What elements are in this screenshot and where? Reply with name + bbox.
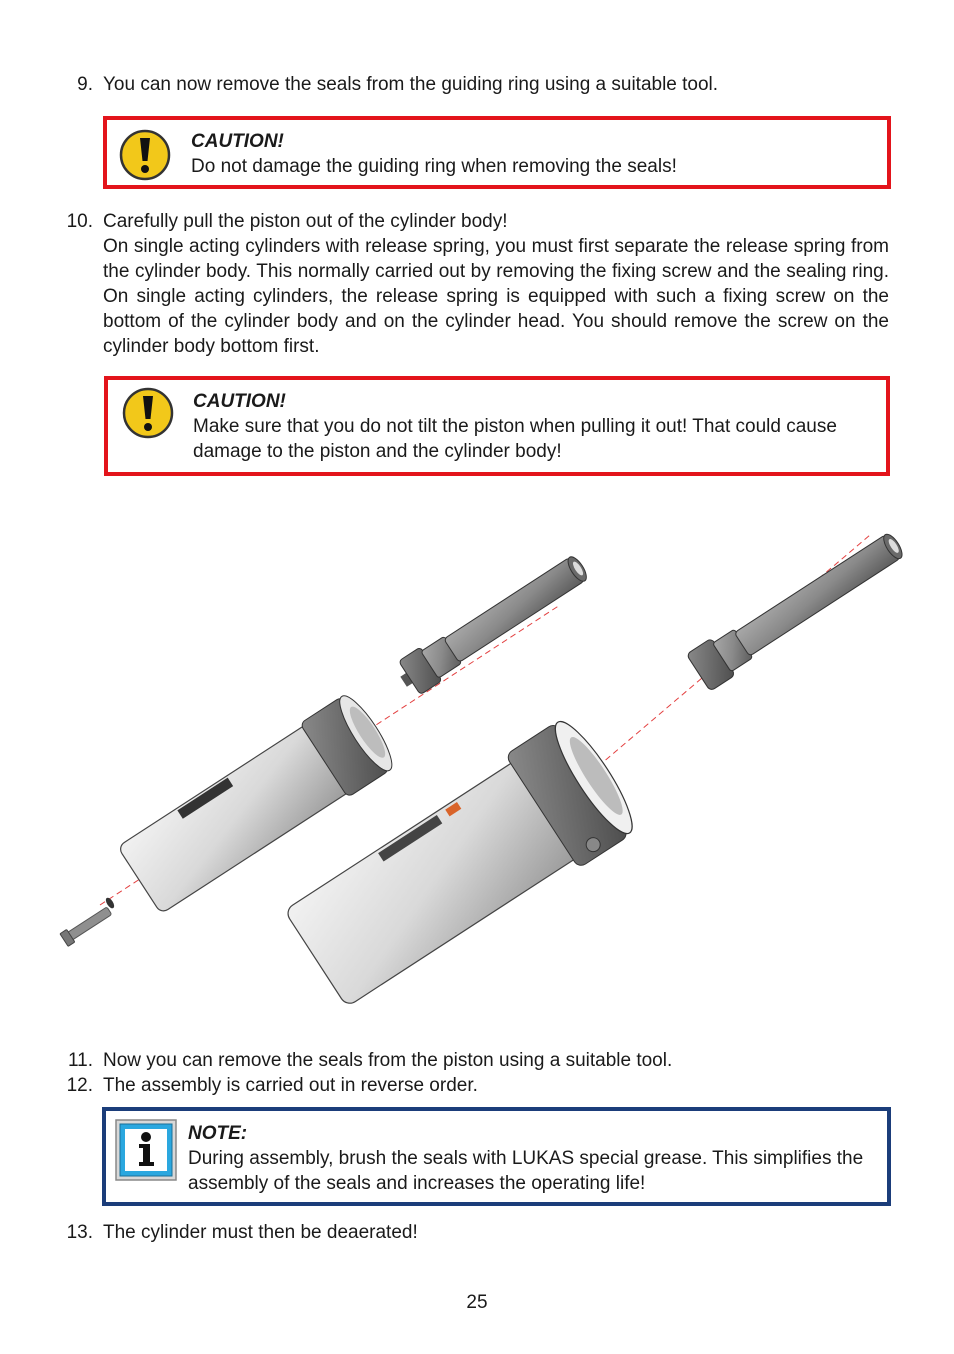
step-number: 11. xyxy=(67,1050,93,1071)
page-number: 25 xyxy=(466,1292,488,1313)
step-text: The cylinder must then be deaerated! xyxy=(103,1222,418,1243)
step-text-line: Carefully pull the piston out of the cylinder body! xyxy=(103,211,508,232)
step-number: 10. xyxy=(66,211,93,232)
caution-text: Do not damage the guiding ring when removing the seals! xyxy=(191,156,677,177)
note-title: NOTE: xyxy=(188,1123,248,1144)
caution-text: Make sure that you do not tilt the piston when pulling it out! That could cause damage to the piston and the cylinder body! xyxy=(193,416,837,462)
step-text: The assembly is carried out in reverse order. xyxy=(103,1075,478,1096)
step-number: 12. xyxy=(66,1075,93,1096)
step-number: 9. xyxy=(77,74,93,95)
warning-exclamation-icon xyxy=(119,129,171,181)
warning-exclamation-icon xyxy=(122,387,174,439)
info-icon xyxy=(115,1119,177,1181)
caution-title: CAUTION! xyxy=(191,131,284,152)
note-box xyxy=(102,1107,891,1206)
caution-box-2 xyxy=(104,376,890,476)
caution-title: CAUTION! xyxy=(193,391,286,412)
cylinder-disassembly-illustration xyxy=(40,505,920,1020)
note-text: During assembly, brush the seals with LUKAS special grease. This simplifies the assembly of the seals and increases the operating life! xyxy=(188,1148,864,1194)
step-text: Now you can remove the seals from the piston using a suitable tool. xyxy=(103,1050,673,1071)
step-text: You can now remove the seals from the guiding ring using a suitable tool. xyxy=(103,74,719,95)
step-text-paragraph: On single acting cylinders with release spring, you must first separate the release spring from the cylinder body. This normally carried out by removing the fixing screw and the sealing ring. On single acting cylinders, the release spring is equipped with such a fixing screw on the bottom of the cylinder body and on the cylinder head. You should remove the screw on the cylinder body bottom first. xyxy=(103,236,889,357)
caution-box-1 xyxy=(103,116,891,189)
step-text xyxy=(103,209,889,359)
step-number: 13. xyxy=(66,1222,93,1243)
